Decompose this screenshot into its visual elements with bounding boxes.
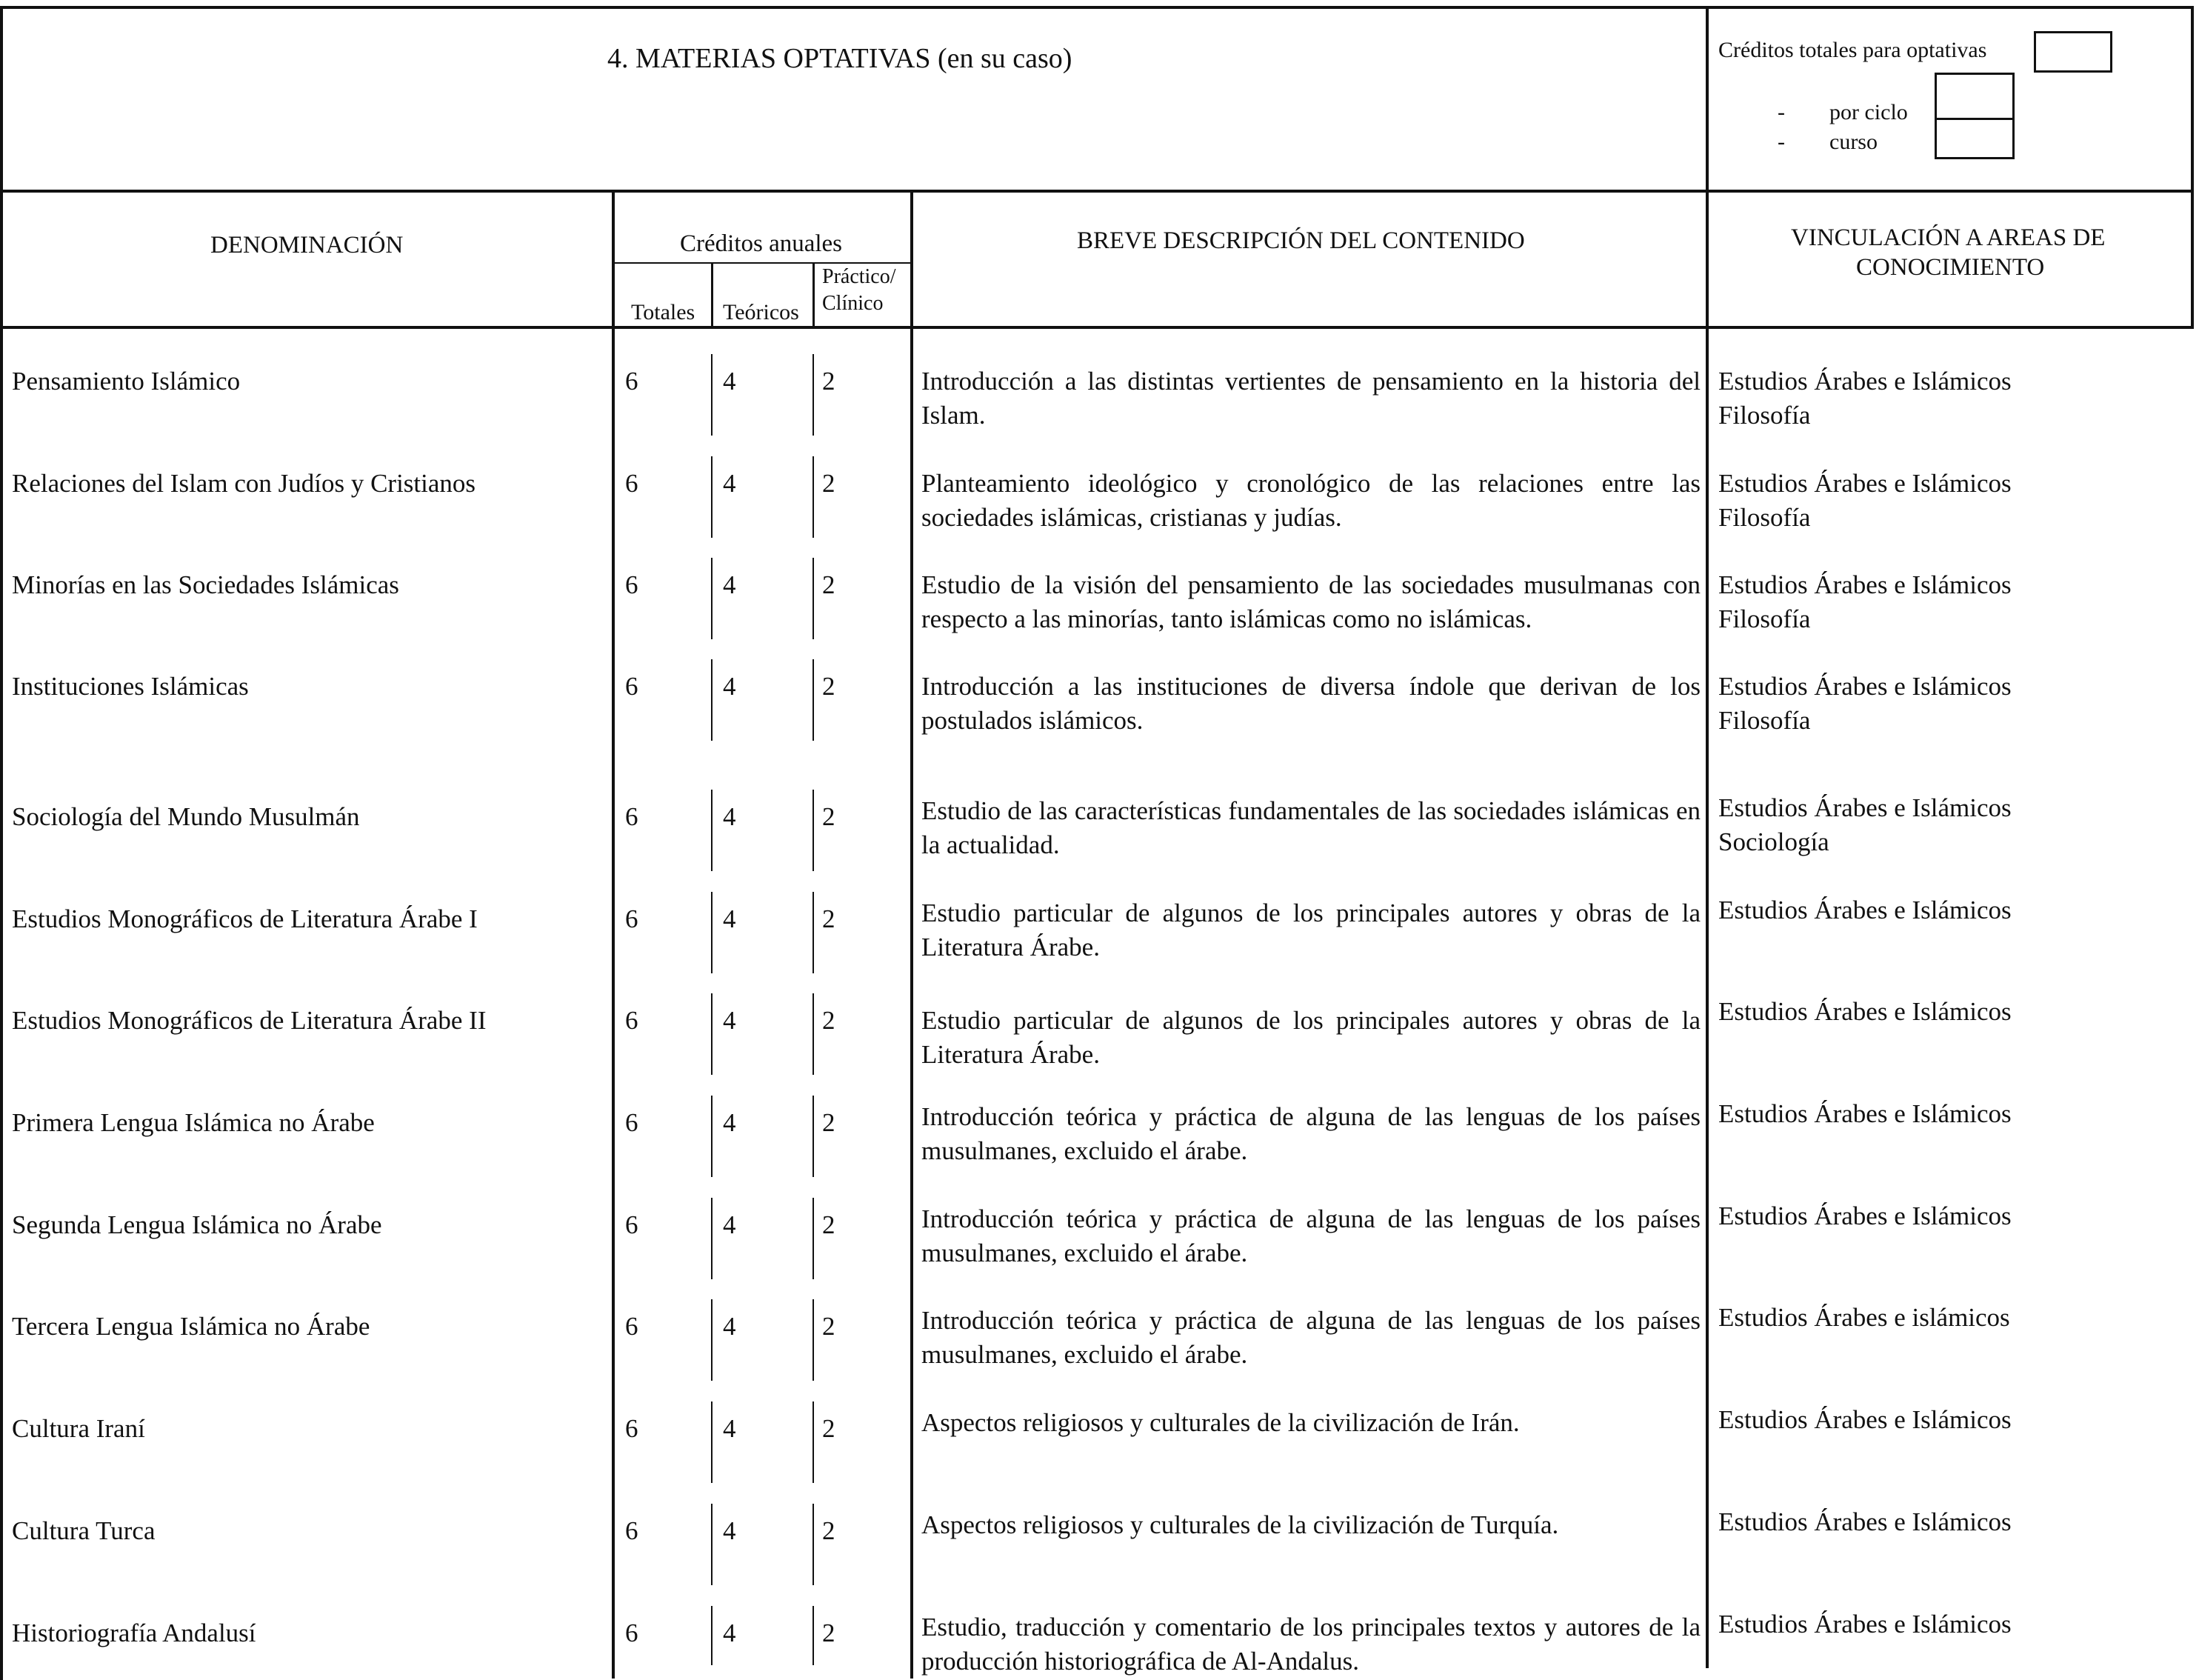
credits-teoricos: 4 — [723, 904, 736, 933]
course-description: Aspectos religiosos y culturales de la civilización de Turquía. — [921, 1510, 1559, 1539]
course-name: Relaciones del Islam con Judíos y Cristianos — [12, 469, 476, 498]
cell-divider — [711, 1198, 713, 1279]
knowledge-area-item: Estudios Árabes e Islámicos — [1718, 896, 2012, 924]
knowledge-area-item: Estudios Árabes e Islámicos — [1718, 1610, 2012, 1639]
credits-totales: 6 — [625, 904, 638, 933]
knowledge-area-item: Filosofía — [1718, 401, 1811, 430]
header-denominacion: DENOMINACIÓN — [210, 232, 404, 259]
credits-practicos: 2 — [822, 1006, 835, 1035]
knowledge-areas — [1718, 467, 2178, 535]
knowledge-area-item: Estudios Árabes e Islámicos — [1718, 367, 2012, 396]
course-description: Aspectos religiosos y culturales de la civilización de Irán. — [921, 1408, 1520, 1437]
credits-total-label: Créditos totales para optativas — [1718, 38, 1987, 62]
course-dash: - — [1778, 130, 1785, 154]
credits-practicos: 2 — [822, 1210, 835, 1239]
knowledge-areas — [1718, 791, 2178, 859]
knowledge-area-item: Estudios Árabes e Islámicos — [1718, 1507, 2012, 1536]
header-practico-line1: Práctico/ — [822, 265, 896, 288]
course-description: Estudio particular de algunos de los principales autores y obras de la Literatura Árabe. — [921, 899, 1701, 961]
credits-practicos: 2 — [822, 1312, 835, 1341]
cell-divider — [711, 1401, 713, 1483]
credits-practicos: 2 — [822, 570, 835, 599]
course-name: Primera Lengua Islámica no Árabe — [12, 1108, 375, 1137]
cell-divider — [711, 1299, 713, 1381]
course-name: Segunda Lengua Islámica no Árabe — [12, 1210, 382, 1239]
frame-right-border — [2191, 6, 2194, 327]
creditos-subheader-rule — [613, 262, 912, 264]
cell-divider — [812, 1198, 814, 1279]
course-name: Minorías en las Sociedades Islámicas — [12, 570, 399, 599]
credits-totales: 6 — [625, 570, 638, 599]
course-name: Cultura Turca — [12, 1516, 156, 1545]
credits-teoricos: 4 — [723, 1312, 736, 1341]
course-name: Tercera Lengua Islámica no Árabe — [12, 1312, 370, 1341]
description-column-divider — [910, 190, 913, 1679]
cell-divider — [711, 1606, 713, 1665]
credits-teoricos: 4 — [723, 672, 736, 701]
credits-totales: 6 — [625, 1006, 638, 1035]
credits-totales: 6 — [625, 672, 638, 701]
cell-divider — [812, 1401, 814, 1483]
knowledge-areas — [1718, 1403, 2178, 1437]
knowledge-area-item: Estudios Árabes e Islámicos — [1718, 1099, 2012, 1128]
credits-teoricos: 4 — [723, 367, 736, 396]
teoricos-column-divider — [812, 264, 815, 327]
knowledge-area-item: Filosofía — [1718, 706, 1811, 735]
header-vinculacion-line1: VINCULACIÓN A AREAS DE — [1791, 224, 2106, 251]
course-description: Estudio de la visión del pensamiento de las sociedades musulmanas con respecto a las minorías, tanto islámicas como no islámicas. — [921, 570, 1701, 633]
credits-teoricos: 4 — [723, 570, 736, 599]
per-cycle-input[interactable] — [1935, 73, 2015, 120]
credits-practicos: 2 — [822, 1516, 835, 1545]
knowledge-areas — [1718, 670, 2178, 738]
credits-practicos: 2 — [822, 904, 835, 933]
frame-left-border — [0, 6, 3, 1680]
cell-divider — [812, 456, 814, 538]
cell-divider — [711, 558, 713, 639]
course-description: Estudio de las características fundamentales de las sociedades islámicas en la actualidad. — [921, 796, 1701, 859]
cell-divider — [711, 456, 713, 538]
cell-divider — [711, 659, 713, 741]
credits-totales: 6 — [625, 367, 638, 396]
credits-practicos: 2 — [822, 1414, 835, 1443]
credits-practicos: 2 — [822, 1108, 835, 1137]
header-creditos-anuales: Créditos anuales — [680, 230, 843, 257]
course-input[interactable] — [1935, 118, 2015, 159]
header-teoricos: Teóricos — [723, 300, 799, 324]
cell-divider — [812, 558, 814, 639]
knowledge-area-item: Estudios Árabes e Islámicos — [1718, 672, 2012, 701]
knowledge-area-item: Estudios Árabes e Islámicos — [1718, 570, 2012, 599]
course-label: curso — [1829, 130, 1878, 154]
credits-practicos: 2 — [822, 1619, 835, 1647]
cell-divider — [812, 892, 814, 973]
knowledge-area-item: Estudios Árabes e islámicos — [1718, 1303, 2010, 1332]
credits-totales: 6 — [625, 1312, 638, 1341]
denominacion-column-divider — [612, 190, 615, 1679]
knowledge-areas — [1718, 1097, 2178, 1131]
credits-teoricos: 4 — [723, 1516, 736, 1545]
knowledge-area-item: Filosofía — [1718, 604, 1811, 633]
cell-divider — [812, 1504, 814, 1585]
knowledge-areas — [1718, 1607, 2178, 1641]
cell-divider — [812, 659, 814, 741]
credits-practicos: 2 — [822, 802, 835, 831]
cell-divider — [711, 1096, 713, 1177]
cell-divider — [812, 1096, 814, 1177]
cell-divider — [812, 1606, 814, 1665]
header-totales: Totales — [631, 300, 695, 324]
credits-practicos: 2 — [822, 469, 835, 498]
credits-teoricos: 4 — [723, 1108, 736, 1137]
credits-practicos: 2 — [822, 672, 835, 701]
knowledge-area-item: Estudios Árabes e Islámicos — [1718, 1201, 2012, 1230]
knowledge-area-item: Estudios Árabes e Islámicos — [1718, 469, 2012, 498]
credits-total-input[interactable] — [2034, 31, 2112, 73]
knowledge-areas — [1718, 1199, 2178, 1233]
header-descripcion: BREVE DESCRIPCIÓN DEL CONTENIDO — [1077, 227, 1525, 254]
knowledge-areas — [1718, 568, 2178, 636]
cell-divider — [812, 354, 814, 436]
course-description: Estudio particular de algunos de los principales autores y obras de la Literatura Árabe. — [921, 1006, 1701, 1069]
credits-totales: 6 — [625, 802, 638, 831]
course-description: Estudio, traducción y comentario de los principales textos y autores de la producción historiográfica de Al-Andalus. — [921, 1613, 1701, 1676]
frame-top-border — [0, 6, 2194, 9]
course-description: Introducción teórica y práctica de alguna de las lenguas de los países musulmanes, excluido el árabe. — [921, 1204, 1701, 1267]
credits-totales: 6 — [625, 1108, 638, 1137]
knowledge-areas — [1718, 364, 2178, 433]
totales-column-divider — [711, 264, 713, 327]
knowledge-area-item: Estudios Árabes e Islámicos — [1718, 997, 2012, 1026]
credits-totales: 6 — [625, 469, 638, 498]
knowledge-areas — [1718, 1301, 2178, 1335]
credits-teoricos: 4 — [723, 802, 736, 831]
header-practico-line2: Clínico — [822, 292, 884, 315]
knowledge-areas — [1718, 893, 2178, 927]
knowledge-areas — [1718, 995, 2178, 1029]
per-cycle-dash: - — [1778, 100, 1785, 124]
knowledge-area-item: Estudios Árabes e Islámicos — [1718, 793, 2012, 822]
course-name: Cultura Iraní — [12, 1414, 145, 1443]
columns-bottom-rule — [0, 326, 2194, 329]
cell-divider — [711, 354, 713, 436]
cell-divider — [711, 1504, 713, 1585]
credits-totales: 6 — [625, 1516, 638, 1545]
credits-totales: 6 — [625, 1210, 638, 1239]
cell-divider — [812, 1299, 814, 1381]
credits-teoricos: 4 — [723, 1210, 736, 1239]
course-description: Introducción a las distintas vertientes de pensamiento en la historia del Islam. — [921, 367, 1701, 430]
per-cycle-label: por ciclo — [1829, 100, 1908, 124]
header-vinculacion-line2: CONOCIMIENTO — [1856, 254, 2045, 281]
knowledge-area-item: Sociología — [1718, 827, 1829, 856]
course-description: Introducción teórica y práctica de alguna de las lenguas de los países musulmanes, excluido el árabe. — [921, 1306, 1701, 1369]
course-name: Sociología del Mundo Musulmán — [12, 802, 360, 831]
section-title: 4. MATERIAS OPTATIVAS (en su caso) — [607, 43, 1072, 74]
header-bottom-rule — [0, 190, 2194, 193]
course-name: Estudios Monográficos de Literatura Árabe I — [12, 904, 478, 933]
cell-divider — [711, 993, 713, 1075]
credits-totales: 6 — [625, 1414, 638, 1443]
course-name: Estudios Monográficos de Literatura Árabe II — [12, 1006, 487, 1035]
credits-teoricos: 4 — [723, 1619, 736, 1647]
credits-teoricos: 4 — [723, 1006, 736, 1035]
cell-divider — [812, 993, 814, 1075]
credits-practicos: 2 — [822, 367, 835, 396]
knowledge-area-item: Filosofía — [1718, 503, 1811, 532]
knowledge-area-item: Estudios Árabes e Islámicos — [1718, 1405, 2012, 1434]
course-description: Introducción teórica y práctica de alguna de las lenguas de los países musulmanes, excluido el árabe. — [921, 1102, 1701, 1165]
credits-box-divider — [1706, 6, 1709, 1668]
cell-divider — [711, 790, 713, 871]
credits-teoricos: 4 — [723, 1414, 736, 1443]
credits-teoricos: 4 — [723, 469, 736, 498]
cell-divider — [812, 790, 814, 871]
cell-divider — [711, 892, 713, 973]
knowledge-areas — [1718, 1505, 2178, 1539]
credits-totales: 6 — [625, 1619, 638, 1647]
course-name: Pensamiento Islámico — [12, 367, 241, 396]
course-name: Historiografía Andalusí — [12, 1619, 256, 1647]
course-name: Instituciones Islámicas — [12, 672, 249, 701]
course-description: Planteamiento ideológico y cronológico de las relaciones entre las sociedades islámicas, cristianas y judías. — [921, 469, 1701, 532]
course-description: Introducción a las instituciones de diversa índole que derivan de los postulados islámicos. — [921, 672, 1701, 735]
